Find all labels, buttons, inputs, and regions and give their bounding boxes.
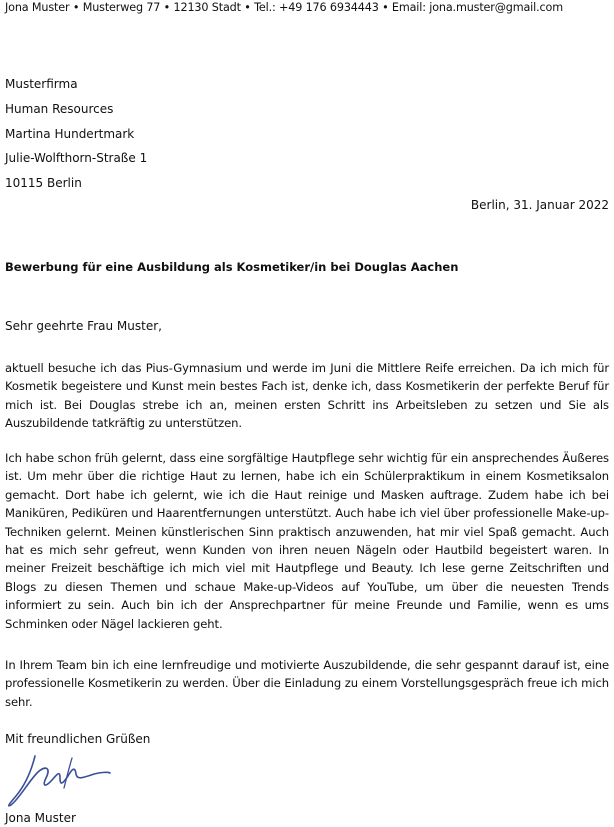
recipient-address-block bbox=[5, 72, 147, 196]
salutation: Sehr geehrte Frau Muster, bbox=[5, 319, 162, 333]
signer-name: Jona Muster bbox=[5, 811, 76, 825]
recipient-street: Julie-Wolfthorn-Straße 1 bbox=[5, 151, 148, 166]
recipient-company: Musterfirma bbox=[5, 77, 78, 91]
body-paragraph-intro: aktuell besuche ich das Pius-Gymnasium und werde im Juni die Mittlere Reife erreichen. Da ich mich für Kosmetik begeistere und Kunst mein bestes Fach ist, denke ich, dass Kosmetikerin der perfekte Beruf für mich ist. Bei Douglas strebe ich an, meinen ersten Schritt ins Arbeitsleben zu setzen und Sie als Auszubildende tatkräftig zu unterstützen. bbox=[5, 361, 609, 431]
recipient-contact: Martina Hundertmark bbox=[5, 126, 135, 141]
body-paragraph-experience: Ich habe schon früh gelernt, dass eine sorgfältige Hautpflege sehr wichtig für ein ansprechendes Äußeres ist. Um mehr über die richtige Haut zu lernen, habe ich ein Schülerpraktikum in einem Kosmetiksalon gemacht. Dort habe ich gelernt, wie ich die Haut reinige und Masken auftrage. Zudem habe ich bei Maniküren, Pediküren und Haarentfernungen unterstützt. Auch habe ich viel über professionelle Make-up-Techniken gelernt. Meinen künstlerischen Sinn praktisch anzuwenden, hat mir viel Spaß gemacht. Auch hat es mich sehr gefreut, wenn Kunden von ihren neuen Nägeln oder Hautbild begeistert waren. In meiner Freizeit beschäftige ich mich viel mit Hautpflege und Beauty. Ich lese gerne Zeitschriften und Blogs zu diesen Themen und schaue Make-up-Videos auf YouTube, um über die neuesten Trends informiert zu sein. Auch bin ich der Ansprechpartner für meine Freunde und Familie, wenn es ums Schminken oder Nägel lackieren geht. bbox=[5, 451, 609, 631]
recipient-department: Human Resources bbox=[5, 101, 114, 116]
letter-subject: Bewerbung für eine Ausbildung als Kosmetiker/in bei Douglas Aachen bbox=[5, 260, 459, 274]
handwritten-signature bbox=[2, 752, 112, 814]
body-paragraph-closing: In Ihrem Team bin ich eine lernfreudige und motivierte Auszubildende, die sehr gespannt darauf ist, eine professionelle Kosmetikerin zu werden. Über die Einladung zu einem Vorstellungsgespräch freue ich mich sehr. bbox=[5, 658, 609, 709]
signature-flourish bbox=[64, 758, 72, 788]
sender-address-line: Jona Muster • Musterweg 77 • 12130 Stadt • Tel.: +49 176 6934443 • Email: jona.muster@gmail.com bbox=[5, 1, 563, 14]
letter-date: Berlin, 31. Januar 2022 bbox=[470, 198, 609, 212]
signature-stroke bbox=[9, 756, 110, 806]
closing-phrase: Mit freundlichen Grüßen bbox=[5, 732, 151, 746]
recipient-city: 10115 Berlin bbox=[5, 176, 82, 191]
